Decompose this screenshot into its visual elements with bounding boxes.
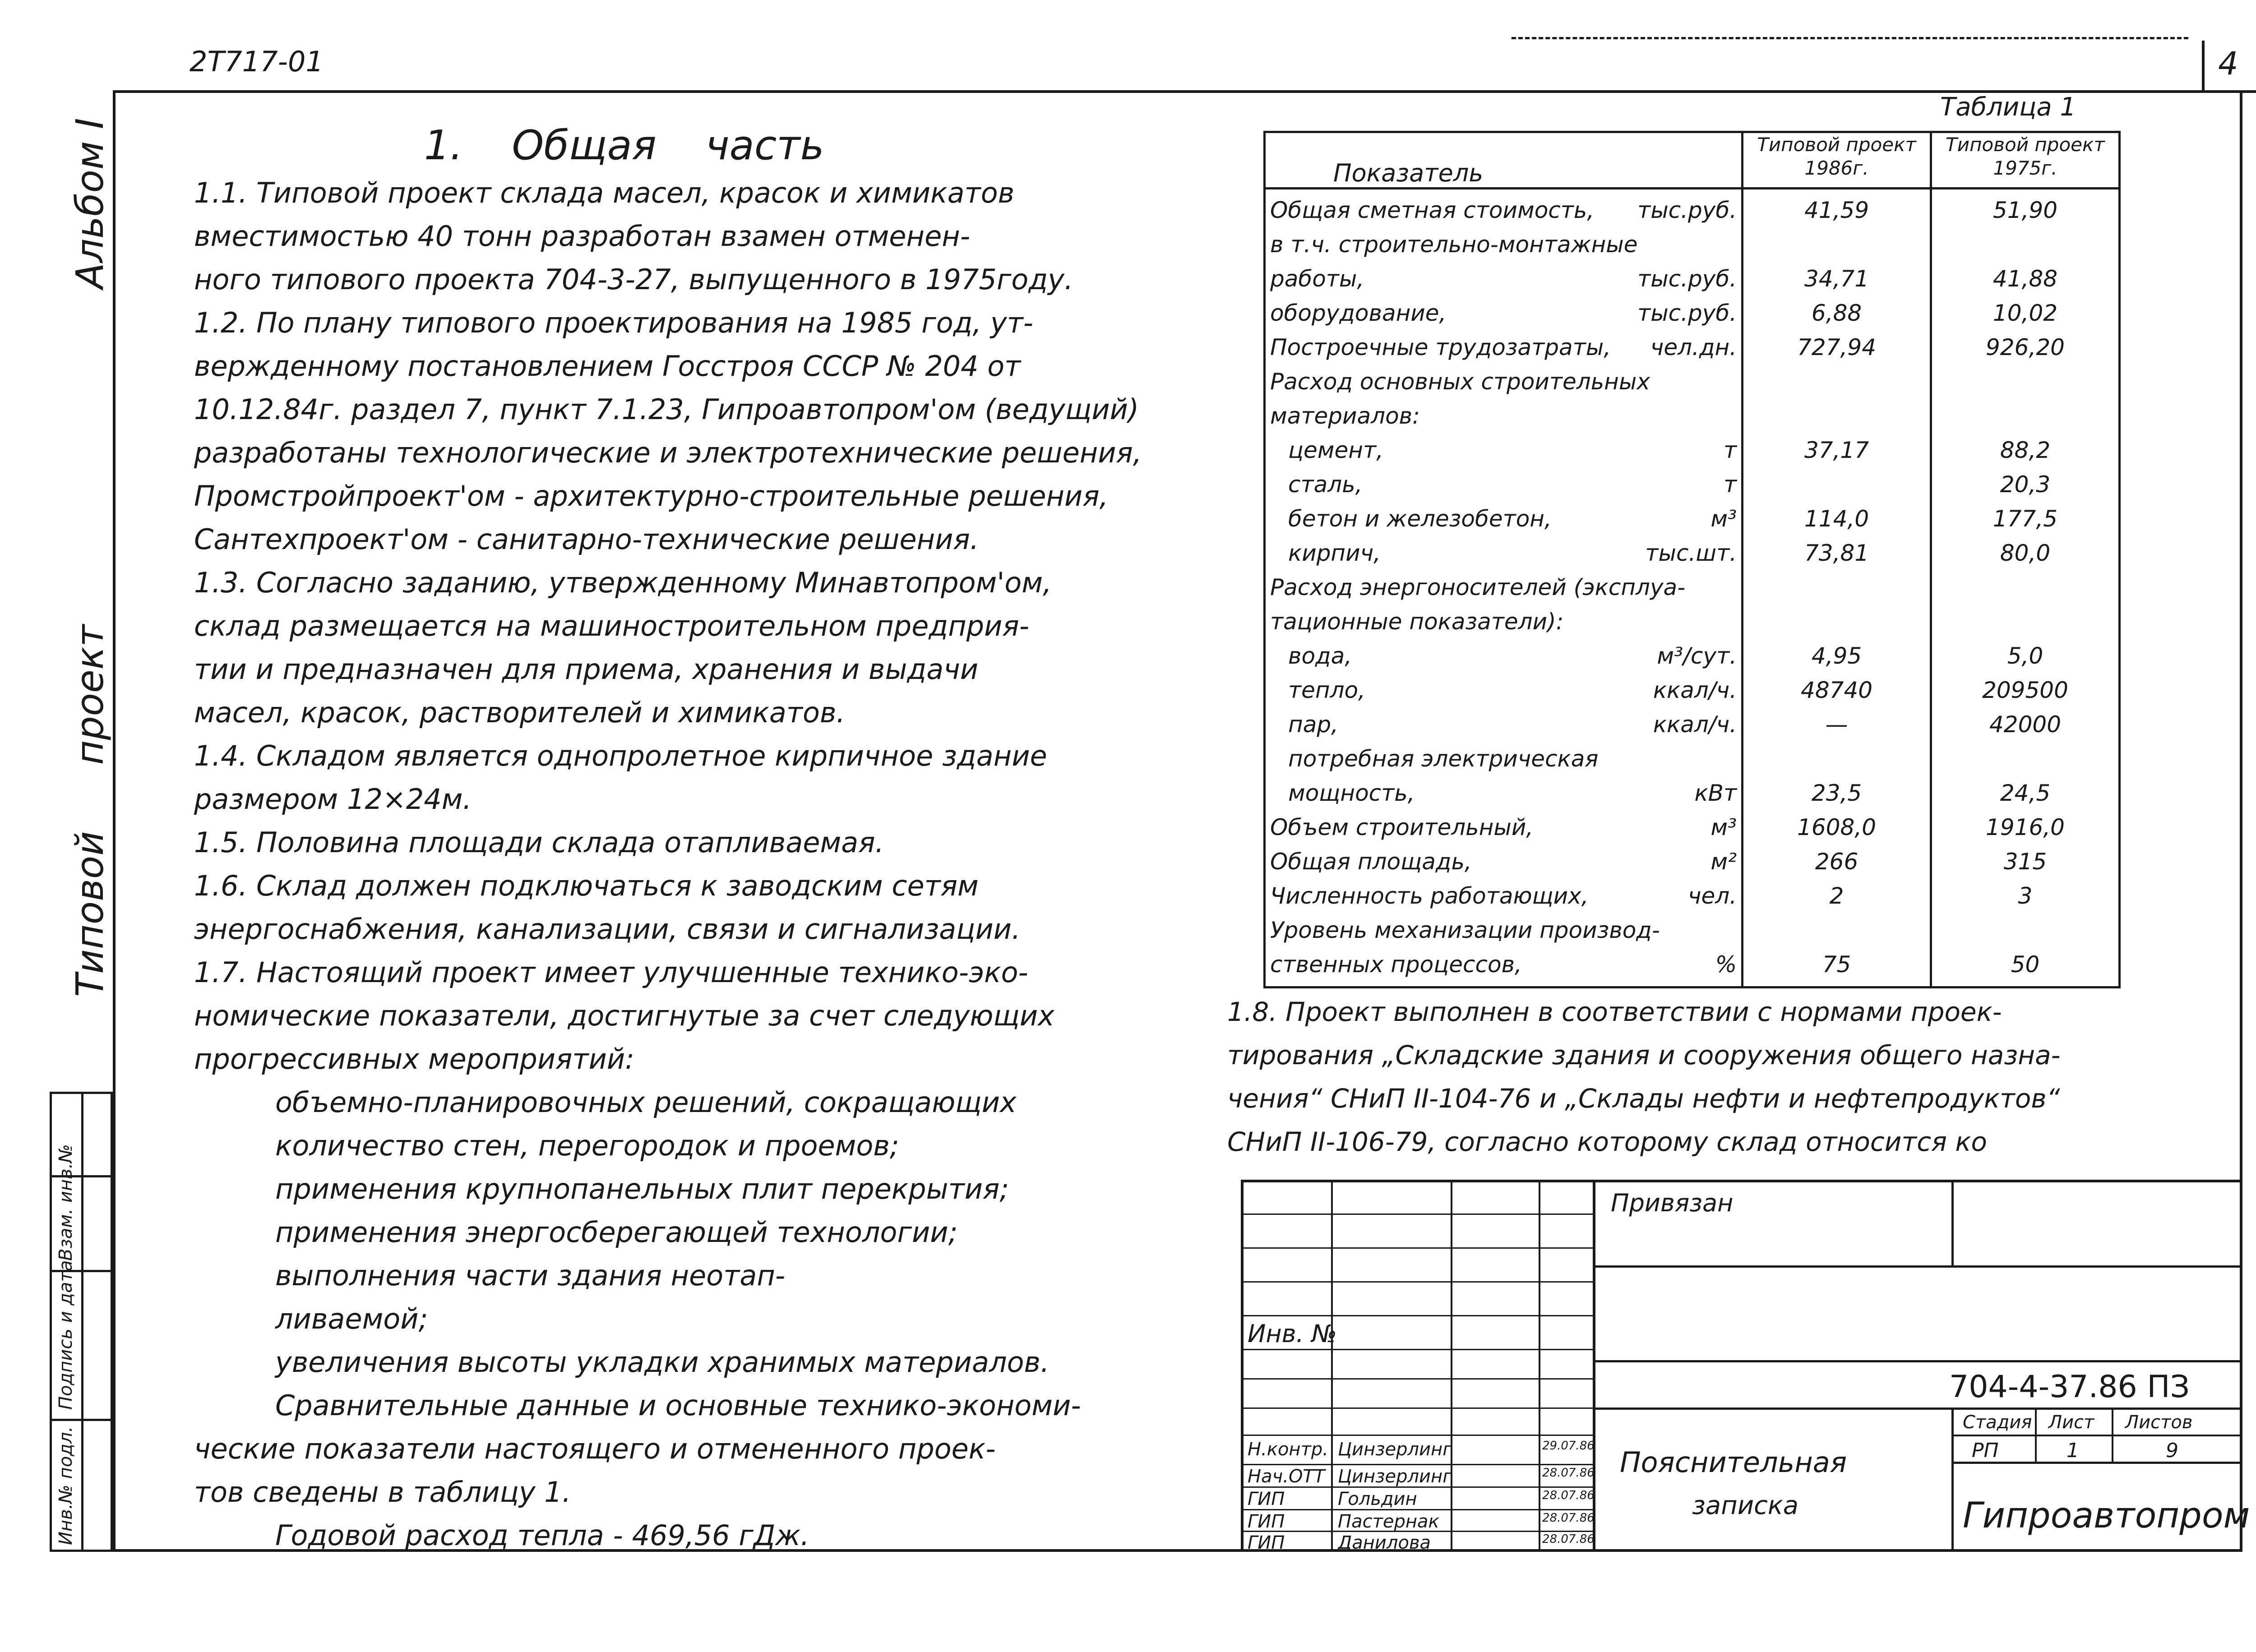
table-header (1743, 132, 1931, 189)
heat-consumption: Годовой расход тепла - 469,56 гДж. (275, 1519, 809, 1552)
stamp-line (1241, 1315, 1593, 1316)
body-line: 1.1. Типовой проект склада масел, красок и химикатов (194, 176, 1015, 209)
value-v2 (1937, 365, 2114, 399)
body-line: Промстройпроект'ом - архитектурно-строительные решения, (194, 480, 1109, 512)
indicator-unit: т (1723, 471, 1737, 498)
body-line: разработаны технологические и электротехнические решения, (194, 436, 1142, 469)
value-v2: 41,88 (1992, 266, 2058, 292)
value-v1: 34,71 (1804, 266, 1869, 292)
stamp-line (1241, 1247, 1593, 1249)
value-v1 (1748, 227, 1925, 262)
side-stamp-divider (52, 1419, 111, 1421)
side-stamp-replace: Взам. инв.№ (55, 1144, 76, 1261)
value-v2: 20,3 (2000, 471, 2051, 498)
stamp-line (1241, 1349, 1593, 1350)
measures-list (194, 1081, 1232, 1384)
indicator-row (1270, 296, 1737, 330)
table-header (1931, 132, 2120, 189)
list-item: увеличения высоты укладки хранимых материалов. (275, 1346, 1049, 1379)
signer-name: Гольдин (1338, 1489, 1417, 1509)
stamp-line (1241, 1435, 1593, 1436)
side-stamp-inv: Инв.№ подл. (55, 1426, 76, 1545)
signer-name: Цинзерлинг (1338, 1439, 1452, 1460)
indicator-unit: кВт (1694, 780, 1737, 806)
stamp-line (1241, 1180, 2240, 1182)
indicator-row (1270, 844, 1737, 879)
indicator-cell (1265, 189, 1743, 988)
value-v1: 114,0 (1804, 506, 1869, 532)
body-line: тирования „Складские здания и сооружения общего назна- (1227, 1040, 2061, 1071)
body-text (194, 171, 1232, 1557)
indicator-name: Построечные трудозатраты, (1270, 334, 1611, 360)
table-header-row (1265, 132, 2120, 189)
stamp-line (2035, 1407, 2037, 1462)
indicator-unit: м³ (1710, 814, 1737, 840)
indicator-row (1270, 742, 1737, 776)
document-title-line1: Пояснительная (1620, 1446, 1847, 1479)
value-v1 (1748, 605, 1925, 639)
indicator-row (1270, 399, 1737, 433)
body-line: СНиП II-106-79, согласно которому склад относится ко (1227, 1126, 1987, 1157)
indicator-row (1270, 536, 1737, 570)
value-v1 (1748, 913, 1925, 947)
value-v1: 23,5 (1811, 780, 1862, 806)
list-item: применения крупнопанельных плит перекрытия; (275, 1172, 1009, 1205)
value-v2: 51,90 (1992, 197, 2058, 223)
indicator-name: Численность работающих, (1270, 883, 1589, 909)
value-v1 (1748, 467, 1925, 502)
value-v2: 315 (2003, 849, 2047, 875)
indicator-name: Расход энергоносителей (эксплуа- (1270, 574, 1686, 600)
stamp-line (1539, 1180, 1540, 1552)
indicator-unit: м³ (1710, 506, 1737, 532)
indicator-name: потребная электрическая (1288, 746, 1599, 772)
body-line: 1.2. По плану типового проектирования на 1985 год, ут- (194, 306, 1034, 339)
table-body-row (1265, 189, 2120, 988)
list-item: количество стен, перегородок и проемов; (275, 1129, 899, 1162)
signer-date: 28.07.86 (1542, 1511, 1595, 1525)
stamp-line (1593, 1265, 2240, 1268)
indicator-name: тационные показатели): (1270, 609, 1564, 635)
value-v2 (1937, 913, 2114, 947)
value-v1 (1748, 365, 1925, 399)
stamp-line (1241, 1180, 1244, 1552)
stamp-line (1241, 1378, 1593, 1380)
indicator-name: ственных процессов, (1270, 951, 1522, 978)
indicator-name: материалов: (1270, 403, 1420, 429)
value-v1: 2 (1829, 883, 1844, 909)
indicator-name: в т.ч. строительно-монтажные (1270, 231, 1638, 258)
body-line: прогрессивных мероприятий: (194, 1043, 635, 1075)
value-v2 (1937, 399, 2114, 433)
value-v2: 209500 (1982, 677, 2068, 703)
value-v2: 177,5 (1992, 506, 2058, 532)
stamp-line (1241, 1464, 1593, 1465)
value-v1: 6,88 (1811, 300, 1862, 326)
body-line: 1.5. Половина площади склада отапливаемая. (194, 826, 884, 859)
indicator-row (1270, 365, 1737, 399)
indicator-name: Расход основных строительных (1270, 369, 1650, 395)
value-v2: 3 (2018, 883, 2033, 909)
stamp-line (1593, 1407, 2240, 1410)
header-indicator: Показатель (1333, 159, 1484, 187)
body-line: ческие показатели настоящего и отмененного проек- (194, 1432, 996, 1465)
indicator-name: Объем строительный, (1270, 814, 1534, 840)
stamp-line (1331, 1180, 1333, 1552)
indicators-table (1263, 131, 2121, 988)
body-line: масел, красок, растворителей и химикатов. (194, 696, 846, 729)
value-v2: 10,02 (1992, 300, 2058, 326)
body-line: тов сведены в таблицу 1. (194, 1476, 571, 1509)
signer-role: ГИП (1248, 1489, 1285, 1509)
table-header (1265, 132, 1743, 189)
indicator-name: Уровень механизации производ- (1270, 917, 1660, 943)
indicator-unit: тыс.руб. (1637, 266, 1737, 292)
indicator-row (1270, 879, 1737, 913)
stamp-line (1241, 1214, 1593, 1215)
indicator-list (1270, 193, 1737, 982)
body-line: номические показатели, достигнутые за счет следующих (194, 999, 1054, 1032)
section-1-8 (1227, 990, 2220, 1163)
indicator-row (1270, 673, 1737, 707)
body-line: 1.6. Склад должен подключаться к заводским сетям (194, 869, 979, 902)
side-stamp-signature: Подпись и дата (55, 1260, 76, 1410)
signer-date: 29.07.86 (1542, 1439, 1595, 1453)
indicator-name: работы, (1270, 266, 1364, 292)
signer-role: Н.контр. (1248, 1439, 1328, 1460)
indicator-name: цемент, (1288, 437, 1383, 463)
indicator-unit: чел. (1687, 883, 1737, 909)
privyazan-label: Привязан (1611, 1189, 1734, 1217)
value-1986-cell (1743, 189, 1931, 988)
value-v2: 50 (2011, 951, 2040, 978)
body-line: чения“ СНиП II-104-76 и „Склады нефти и нефтепродуктов“ (1227, 1083, 2060, 1114)
values-1986 (1748, 193, 1925, 982)
signer-date: 28.07.86 (1542, 1489, 1595, 1502)
body-line: 1.3. Согласно заданию, утвержденному Минавтопром'ом, (194, 566, 1052, 599)
value-v2 (1937, 227, 2114, 262)
stamp-line (1951, 1435, 2240, 1436)
sheet-value: 1 (2066, 1439, 2079, 1462)
indicator-unit: ккал/ч. (1653, 677, 1737, 703)
stamp-line (1451, 1180, 1452, 1552)
stamp-line (2112, 1407, 2113, 1462)
value-v1: 266 (1815, 849, 1858, 875)
values-1975 (1937, 193, 2114, 982)
indicator-row (1270, 570, 1737, 605)
side-stamp (50, 1092, 113, 1552)
indicator-row (1270, 502, 1737, 536)
indicator-name: пар, (1288, 711, 1338, 738)
indicator-name: сталь, (1288, 471, 1363, 498)
indicator-row (1270, 707, 1737, 742)
value-v1: 727,94 (1797, 334, 1877, 360)
signer-role: ГИП (1248, 1532, 1285, 1553)
indicator-row (1270, 810, 1737, 844)
body-line: 1.4. Складом является однопролетное кирпичное здание (194, 739, 1047, 772)
indicator-name: Общая сметная стоимость, (1270, 197, 1595, 223)
value-v2: 42000 (1989, 711, 2062, 738)
value-v2: 926,20 (1986, 334, 2065, 360)
indicator-row (1270, 330, 1737, 365)
value-v2 (1937, 605, 2114, 639)
indicator-row (1270, 947, 1737, 982)
indicator-unit: ккал/ч. (1653, 711, 1737, 738)
indicator-row (1270, 193, 1737, 227)
value-v2: 1916,0 (1986, 814, 2065, 840)
value-v2 (1937, 742, 2114, 776)
value-v1: 73,81 (1804, 540, 1869, 566)
value-v2: 5,0 (2007, 643, 2043, 669)
indicator-name: мощность, (1288, 780, 1415, 806)
indicator-unit: т (1723, 437, 1737, 463)
stamp-line (1951, 1180, 1954, 1265)
value-v1 (1748, 570, 1925, 605)
list-item: применения энергосберегающей технологии; (275, 1216, 958, 1249)
indicator-name: оборудование, (1270, 300, 1447, 326)
page-number: 4 (2218, 45, 2238, 82)
indicator-row (1270, 433, 1737, 467)
signer-role: ГИП (1248, 1511, 1285, 1532)
page-number-box (2202, 41, 2256, 93)
sheets-label: Листов (2125, 1412, 2193, 1433)
value-v2: 24,5 (2000, 780, 2051, 806)
indicator-unit: тыс.шт. (1645, 540, 1737, 566)
indicator-unit: м² (1710, 849, 1737, 875)
indicator-name: Общая площадь, (1270, 849, 1472, 875)
indicator-row (1270, 639, 1737, 673)
indicator-unit: тыс.руб. (1637, 300, 1737, 326)
body-line: Сравнительные данные и основные технико-экономи- (275, 1389, 1081, 1422)
value-v1 (1748, 399, 1925, 433)
corner-code: 2Т717-01 (190, 45, 324, 78)
value-v1: 41,59 (1804, 197, 1869, 223)
indicator-row (1270, 262, 1737, 296)
body-line: тии и предназначен для приема, хранения и выдачи (194, 653, 979, 686)
side-album-label: Альбом I (68, 118, 112, 289)
stamp-line (1593, 1360, 2240, 1362)
body-line: 1.8. Проект выполнен в соответствии с нормами проек- (1227, 997, 2002, 1027)
indicator-unit: м³/сут. (1657, 643, 1737, 669)
stage-label: Стадия (1963, 1412, 2032, 1433)
value-v1: 48740 (1801, 677, 1873, 703)
body-line: 1.7. Настоящий проект имеет улучшенные технико-эко- (194, 956, 1028, 989)
stamp-line (1241, 1281, 1593, 1283)
signer-name: Цинзерлинг (1338, 1466, 1452, 1487)
table-caption: Таблица 1 (1940, 92, 2076, 122)
organization-name: Гипроавтопром (1963, 1495, 2250, 1536)
side-project-label: Типовой проект (68, 624, 112, 997)
indicator-row (1270, 605, 1737, 639)
sheet-label: Лист (2048, 1412, 2094, 1433)
value-v2: 80,0 (2000, 540, 2051, 566)
sheets-value: 9 (2166, 1439, 2178, 1462)
indicator-row (1270, 913, 1737, 947)
body-line: вместимостью 40 тонн разработан взамен отменен- (194, 220, 971, 253)
value-v1 (1748, 742, 1925, 776)
indicator-unit: тыс.руб. (1637, 197, 1737, 223)
indicator-name: вода, (1288, 643, 1352, 669)
header-project-1975: Типовой проект 1975г. (1946, 134, 2105, 179)
document-code: 704-4-37.86 ПЗ (1949, 1369, 2190, 1405)
signer-date: 28.07.86 (1542, 1466, 1595, 1480)
indicator-name: бетон и железобетон, (1288, 506, 1552, 532)
title-block (1241, 1180, 2250, 1553)
top-dash-line (1512, 37, 2188, 39)
section-title: 1. Общая часть (424, 122, 824, 169)
signer-name: Пастернак (1338, 1511, 1439, 1532)
body-line: энергоснабжения, канализации, связи и сигнализации. (194, 913, 1021, 946)
signer-role: Нач.ОТТ (1248, 1466, 1325, 1487)
indicator-row (1270, 776, 1737, 810)
stage-value: РП (1972, 1439, 1999, 1462)
value-v1: 1608,0 (1797, 814, 1877, 840)
value-v1: 75 (1822, 951, 1851, 978)
indicator-unit: чел.дн. (1650, 334, 1737, 360)
document-title-line2: записка (1692, 1491, 1799, 1520)
indicator-row (1270, 227, 1737, 262)
side-stamp-divider (81, 1094, 83, 1550)
list-item: выполнения части здания неотап- (275, 1259, 786, 1292)
signer-date: 28.07.86 (1542, 1532, 1595, 1546)
value-1975-cell (1931, 189, 2120, 988)
body-line: Сантехпроект'ом - санитарно-технические решения. (194, 523, 979, 556)
body-line: ного типового проекта 704-3-27, выпущенного в 1975году. (194, 263, 1073, 296)
body-line: размером 12×24м. (194, 783, 472, 816)
body-line: вержденному постановлением Госстроя СССР № 204 от (194, 350, 1021, 383)
value-v2 (1937, 570, 2114, 605)
value-v1: 37,17 (1804, 437, 1869, 463)
indicator-name: тепло, (1288, 677, 1366, 703)
signer-name: Данилова (1338, 1532, 1431, 1553)
list-item: ливаемой; (275, 1302, 428, 1335)
value-v2: 88,2 (2000, 437, 2051, 463)
indicator-row (1270, 467, 1737, 502)
stamp-line (1951, 1407, 1954, 1552)
value-v1: 4,95 (1811, 643, 1862, 669)
body-line: 10.12.84г. раздел 7, пункт 7.1.23, Гипроавтопром'ом (ведущий) (194, 393, 1139, 426)
indicator-name: кирпич, (1288, 540, 1381, 566)
body-line: склад размещается на машиностроительном предприя- (194, 609, 1030, 642)
value-v1: — (1825, 711, 1848, 738)
stamp-line (1241, 1407, 1593, 1409)
indicator-unit: % (1715, 951, 1737, 978)
list-item: объемно-планировочных решений, сокращающих (275, 1086, 1017, 1119)
header-project-1986: Типовой проект 1986г. (1757, 134, 1916, 179)
inventory-label: Инв. № (1248, 1320, 1337, 1348)
